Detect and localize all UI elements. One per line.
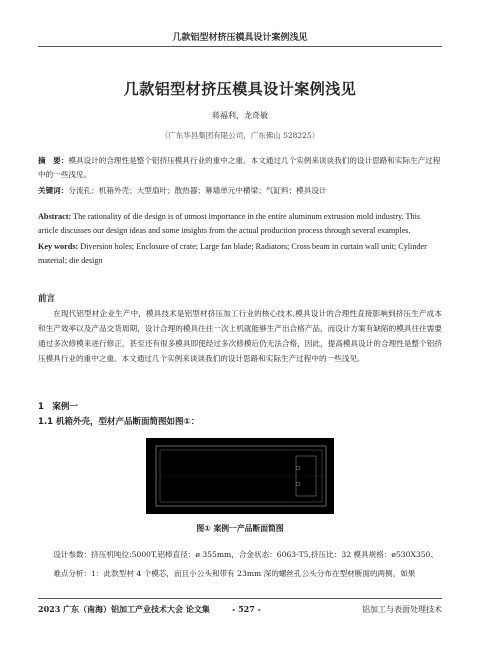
section-1-1: 1.1 机箱外壳，型材产品断面简图如图①：	[38, 417, 200, 427]
keywords-en-text: Diversion holes; Enclosure of crate; Large fan blade; Radiators; Cross beam in curtain wall unit; Cylinder material; die design	[38, 242, 427, 265]
abstract-cn	[38, 154, 442, 182]
section-drawing	[146, 438, 334, 514]
figure-caption: 图① 案例一产品断面简图	[196, 524, 284, 533]
keywords-label: 关键词：	[38, 186, 69, 195]
running-header: 几款铝型材挤压模具设计案例浅见	[172, 33, 308, 43]
paper-title: 几款铝型材挤压模具设计案例浅见	[123, 80, 357, 98]
footer-rule	[38, 598, 442, 599]
authors: 蒋福利，龙奇敏	[212, 111, 268, 120]
abstract-en	[38, 210, 442, 238]
abstract-en-text: The rationality of die design is of utmost importance in the entire aluminum extrusion mold industry. This article discusses our design ideas and some insights from the actual production process through several examples.	[38, 212, 421, 235]
keywords-cn	[38, 184, 442, 198]
footer-proceedings: 2023 广东（南海）铝加工产业技术大会 论文集	[38, 604, 210, 614]
keywords-en	[38, 240, 442, 268]
page-number: - 527 -	[232, 604, 261, 614]
keywords-en-label: Key words:	[38, 242, 79, 251]
abstract-en-label: Abstract:	[38, 212, 72, 221]
affiliation: （广东华昌集团有限公司，广东佛山 528225）	[160, 131, 320, 140]
section-intro: 前言	[38, 294, 56, 304]
params-paragraph: 设计参数：挤压机吨位:5000T,铝棒直径：ø 355mm，合金状态：6063-T5,挤压比：32 模具规格：ø530X350、	[53, 550, 438, 559]
product-section-figure	[146, 438, 334, 514]
header-rule	[38, 46, 442, 47]
abstract-label: 摘 要：	[38, 156, 69, 165]
difficulty-paragraph: 难点分析：1：此款型材 4 个模芯，而且小公头和带有 23mm 深的螺丝孔公头分布在型材断面的两侧，如果	[53, 569, 416, 578]
keywords-text: 分流孔；机箱外壳；大型扇叶；散热器；幕墙单元中横梁；气缸料；模具设计	[68, 186, 327, 195]
abstract-text: 模具设计的合理性是整个铝挤压模具行业的重中之重。本文通过几个实例来谈谈我们的设计思路和实际生产过程中的一些浅见。	[38, 156, 441, 179]
section-1: 1 案例一	[38, 402, 78, 412]
footer-journal: 铝加工与表面处理技术	[362, 605, 442, 614]
intro-paragraph: 在现代铝型材企业生产中，模具技术是铝型材挤压加工行业的核心技术,模具设计的合理性直接影响到挤压生产成本和生产效率以及产品交货周期，设计合理的模具往往一次上机就能够生产出合格产品，而设计方案有缺陷的模具往往需要通过多次修模来进行修正，甚至还有很多模具即使经过多次修模后仍无法合格，因此，提高模具设计的合理性是整个铝挤压模具行业的重中之重。本文通过几个实例来谈谈我们的设计思路和实际生产过程中的一些浅见。	[38, 309, 442, 363]
